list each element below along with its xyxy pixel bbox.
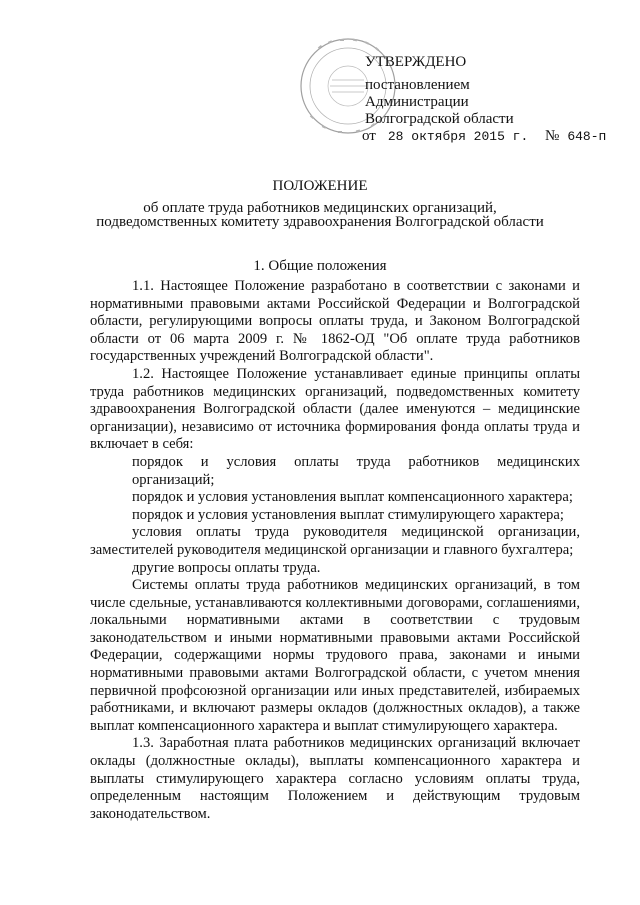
list-item: порядок и условия оплаты труда работников медицинских организаций; bbox=[132, 453, 580, 488]
approval-block bbox=[365, 54, 514, 128]
date-prefix: от bbox=[362, 128, 376, 144]
approval-number: 648-п bbox=[567, 129, 607, 144]
paragraph: 1.2. Настоящее Положение устанавливает единые принципы оплаты труда работников медицинских организаций, подведомственных комитету здравоохранения Волгоградской области (далее именуются – медицинские организации), независимо от источника формирования фонда оплаты труда и включает в себя: bbox=[90, 365, 580, 453]
list-item: условия оплаты труда руководителя медицинской организации, заместителей руководителя медицинской организации и главного бухгалтера; bbox=[90, 524, 580, 558]
approval-date: 28 октября 2015 г. bbox=[387, 129, 529, 144]
list-item: другие вопросы оплаты труда. bbox=[132, 559, 321, 576]
list-item: порядок и условия установления выплат компенсационного характера; bbox=[132, 489, 573, 506]
approval-line: Волгоградской области bbox=[365, 111, 514, 127]
document-subtitle-line: об оплате труда работников медицинских организаций, bbox=[143, 200, 497, 216]
paragraph: 1.3. Заработная плата работников медицинских организаций включает оклады (должностные оклады), выплаты компенсационного характера и выплаты стимулирующего характера согласно условиям оплаты труда, определенным настоящим Положением и действующим трудовым законодательством. bbox=[90, 735, 580, 822]
document-subtitle-line: подведомственных комитету здравоохранения Волгоградской области bbox=[96, 214, 544, 230]
document-body bbox=[90, 278, 580, 823]
section-title: 1. Общие положения bbox=[253, 258, 387, 274]
paragraph: 1.1. Настоящее Положение разработано в соответствии с законами и нормативными правовыми актами Российской Федерации и Волгоградской области, регулирующими вопросы оплаты труда, и Законом Волгоградской области от 06 марта 2009 г. № 1862-ОД "Об оплате труда работников государственных учреждений Волгоградской области". bbox=[90, 278, 580, 365]
paragraph: Системы оплаты труда работников медицинских организаций, в том числе сдельные, устанавливаются коллективными договорами, соглашениями, локальными нормативными актами в соответствии с трудовым законодательством и иными нормативными правовыми актами Российской Федерации, содержащими нормы трудового права, законами и иными нормативными правовыми актами Волгоградской области, с учетом мнения первичной профсоюзной организации или иных представителей, избираемых работниками, и включают размеры окладов (должностных окладов), а также выплат компенсационного характера и выплат стимулирующего характера. bbox=[90, 577, 580, 734]
document-title: ПОЛОЖЕНИЕ bbox=[272, 178, 368, 194]
approval-number-wrap bbox=[545, 128, 606, 145]
number-sign: № bbox=[545, 128, 560, 144]
list-item: порядок и условия установления выплат стимулирующего характера; bbox=[132, 506, 564, 523]
approval-line: постановлением bbox=[365, 77, 470, 93]
approval-date-number bbox=[362, 128, 607, 145]
approval-heading: УТВЕРЖДЕНО bbox=[365, 54, 467, 70]
approval-line: Администрации bbox=[365, 94, 469, 110]
